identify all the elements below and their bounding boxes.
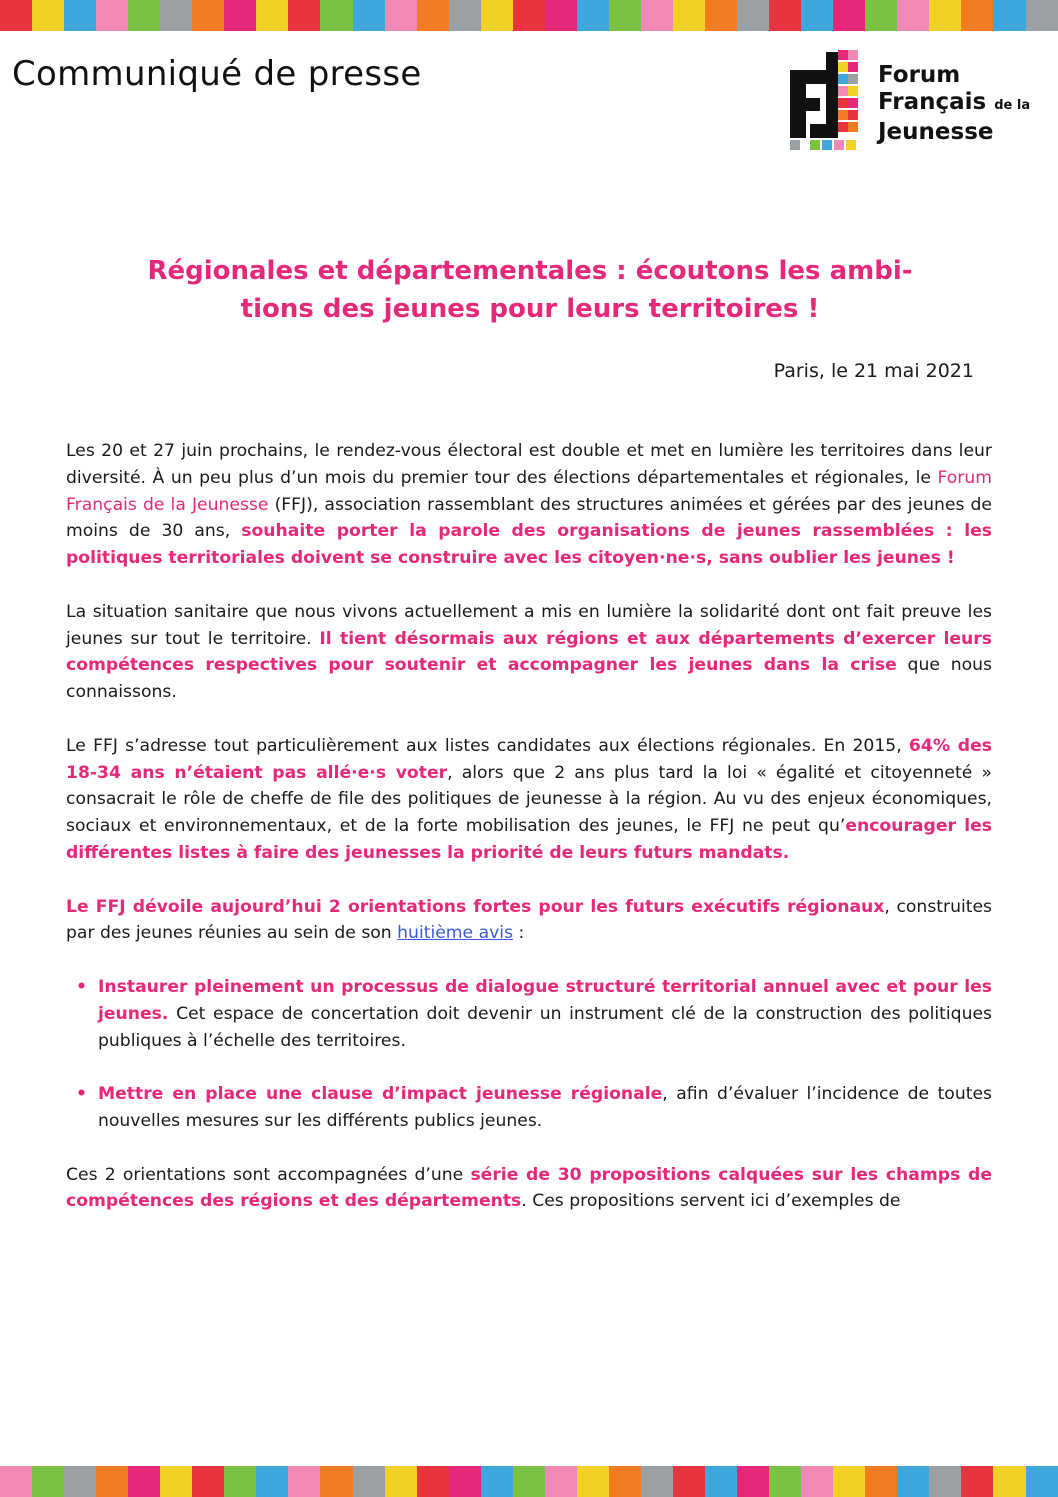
- stripe-segment: [288, 1466, 320, 1497]
- stripe-segment: [192, 1466, 224, 1497]
- stripe-segment: [96, 0, 128, 31]
- stripe-segment: [897, 0, 929, 31]
- stripe-segment: [609, 0, 641, 31]
- paragraph-text: Le FFJ s’adresse tout particulièrement aux listes candidates aux élections régionales. En 2015,: [66, 735, 909, 756]
- highlight-text: Le FFJ dévoile aujourd’hui 2 orientations fortes pour les futurs exécutifs régionaux: [66, 896, 885, 917]
- bottom-color-stripe: [0, 1466, 1058, 1497]
- highlight-text: encourager les différentes listes à faire des jeunesses la priorité de leurs futurs mandats.: [66, 816, 992, 863]
- stripe-segment: [32, 1466, 64, 1497]
- paragraph-text: (FFJ), association rassemblant des structures animées et gérées par des jeunes de moins de 30 ans,: [66, 494, 992, 542]
- logo-line-jeunesse: Jeunesse: [878, 119, 994, 145]
- press-release-body: [66, 438, 992, 1242]
- stripe-segment: [961, 0, 993, 31]
- title-line-2: tions des jeunes pour leurs territoires !: [240, 294, 820, 324]
- paragraph-5: [66, 1162, 992, 1216]
- stripe-segment: [833, 0, 865, 31]
- highlight-text: Il tient désormais aux régions et aux départements d’exercer leurs compétences respectives pour soutenir et accompagner les jeunes dans la crise: [66, 628, 992, 676]
- huitieme-avis-link[interactable]: huitième avis: [397, 923, 514, 944]
- stripe-segment: [769, 0, 801, 31]
- stripe-segment: [96, 1466, 128, 1497]
- stripe-segment: [801, 0, 833, 31]
- stripe-segment: [128, 0, 160, 31]
- stripe-segment: [865, 1466, 897, 1497]
- ffj-logo-wordmark: [878, 62, 1030, 146]
- stripe-segment: [833, 1466, 865, 1497]
- highlight-text: 64% des 18-34 ans n’étaient pas allé·e·s voter: [66, 735, 992, 783]
- stripe-segment: [737, 0, 769, 31]
- press-release-title: [60, 252, 1000, 328]
- highlight-text: Mettre en place une clause d’impact jeunesse régionale: [98, 1084, 663, 1105]
- stripe-segment: [288, 0, 320, 31]
- list-item-text: Cet espace de concertation doit devenir un instrument clé de la construction des politiques publiques à l’échelle des territoires.: [98, 1003, 992, 1051]
- logo-line-francais: Français de la: [878, 89, 1031, 115]
- stripe-segment: [417, 0, 449, 31]
- stripe-segment: [993, 1466, 1025, 1497]
- stripe-segment: [0, 1466, 32, 1497]
- stripe-segment: [705, 1466, 737, 1497]
- highlight-text: souhaite porter la parole des organisations de jeunes rassemblées : les politiques territoriales doivent se construire avec les citoyen·ne·s, sans oublier les jeunes !: [66, 521, 993, 569]
- paragraph-text: La situation sanitaire que nous vivons actuellement a mis en lumière la solidarité dont ont fait preuve les jeunes sur tout le territoire.: [66, 601, 992, 649]
- paragraph-text: , alors que 2 ans plus tard la loi « égalité et citoyenneté » consacrait le rôle de cheffe de file des politiques de jeunesse à la région. Au vu des enjeux économiques, sociaux et environnementaux, et de la forte mobilisation des jeunes, le FFJ ne peut qu’: [66, 762, 992, 837]
- top-color-stripe: [0, 0, 1058, 31]
- paragraph-text: :: [513, 923, 525, 944]
- stripe-segment: [545, 0, 577, 31]
- stripe-segment: [929, 1466, 961, 1497]
- stripe-segment: [769, 1466, 801, 1497]
- stripe-segment: [481, 1466, 513, 1497]
- stripe-segment: [385, 1466, 417, 1497]
- stripe-segment: [865, 0, 897, 31]
- paragraph-2: [66, 599, 992, 706]
- stripe-segment: [705, 0, 737, 31]
- stripe-segment: [320, 0, 352, 31]
- stripe-segment: [737, 1466, 769, 1497]
- stripe-segment: [1026, 1466, 1058, 1497]
- stripe-segment: [897, 1466, 929, 1497]
- stripe-segment: [224, 0, 256, 31]
- list-item: [98, 974, 992, 1054]
- stripe-segment: [64, 0, 96, 31]
- stripe-segment: [353, 0, 385, 31]
- stripe-segment: [481, 0, 513, 31]
- paragraph-text: Ces 2 orientations sont accompagnées d’une: [66, 1164, 471, 1185]
- stripe-segment: [673, 0, 705, 31]
- stripe-segment: [577, 1466, 609, 1497]
- stripe-segment: [449, 1466, 481, 1497]
- stripe-segment: [224, 1466, 256, 1497]
- highlight-ffj-name: Forum Français de la Jeunesse: [66, 467, 992, 515]
- stripe-segment: [160, 0, 192, 31]
- stripe-segment: [961, 1466, 993, 1497]
- stripe-segment: [256, 1466, 288, 1497]
- stripe-segment: [929, 0, 961, 31]
- list-item-text: , afin d’évaluer l’incidence de toutes nouvelles mesures sur les différents publics jeunes.: [98, 1084, 992, 1131]
- stripe-segment: [353, 1466, 385, 1497]
- stripe-segment: [160, 1466, 192, 1497]
- stripe-segment: [449, 0, 481, 31]
- document-type-label: Communiqué de presse: [12, 54, 422, 94]
- stripe-segment: [673, 1466, 705, 1497]
- paragraph-text: Les 20 et 27 juin prochains, le rendez-vous électoral est double et met en lumière les territoires dans leur diversité. À un peu plus d’un mois du premier tour des élections départementales et régionales, le: [66, 441, 992, 488]
- paragraph-text: que nous connaissons.: [66, 655, 992, 703]
- highlight-text: série de 30 propositions calquées sur les champs de compétences des régions et des départements: [66, 1164, 992, 1212]
- stripe-segment: [192, 0, 224, 31]
- stripe-segment: [545, 1466, 577, 1497]
- stripe-segment: [64, 1466, 96, 1497]
- orientations-list: [66, 974, 992, 1135]
- stripe-segment: [513, 1466, 545, 1497]
- stripe-segment: [641, 1466, 673, 1497]
- stripe-segment: [513, 0, 545, 31]
- paragraph-text: , construites par des jeunes réunies au sein de son: [66, 896, 993, 944]
- paragraph-text: . Ces propositions servent ici d’exemples de: [521, 1191, 901, 1212]
- stripe-segment: [1026, 0, 1058, 31]
- stripe-segment: [0, 0, 32, 31]
- title-line-1: Régionales et départementales : écoutons les ambi-: [147, 256, 913, 286]
- highlight-text: Instaurer pleinement un processus de dialogue structuré territorial annuel avec et pour les jeunes.: [98, 976, 992, 1024]
- stripe-segment: [993, 0, 1025, 31]
- stripe-segment: [320, 1466, 352, 1497]
- ffj-logo: [788, 48, 1038, 160]
- list-item: [98, 1081, 992, 1135]
- stripe-segment: [801, 1466, 833, 1497]
- logo-line-forum: Forum: [878, 62, 961, 88]
- stripe-segment: [32, 0, 64, 31]
- stripe-segment: [256, 0, 288, 31]
- paragraph-4: [66, 894, 992, 948]
- ffj-logo-mark: [788, 48, 868, 160]
- logo-line-de-la: de la: [994, 98, 1031, 113]
- stripe-segment: [641, 0, 673, 31]
- paragraph-3: [66, 733, 992, 867]
- paragraph-1: [66, 438, 992, 572]
- stripe-segment: [609, 1466, 641, 1497]
- stripe-segment: [385, 0, 417, 31]
- stripe-segment: [128, 1466, 160, 1497]
- stripe-segment: [417, 1466, 449, 1497]
- stripe-segment: [577, 0, 609, 31]
- dateline: Paris, le 21 mai 2021: [773, 360, 974, 382]
